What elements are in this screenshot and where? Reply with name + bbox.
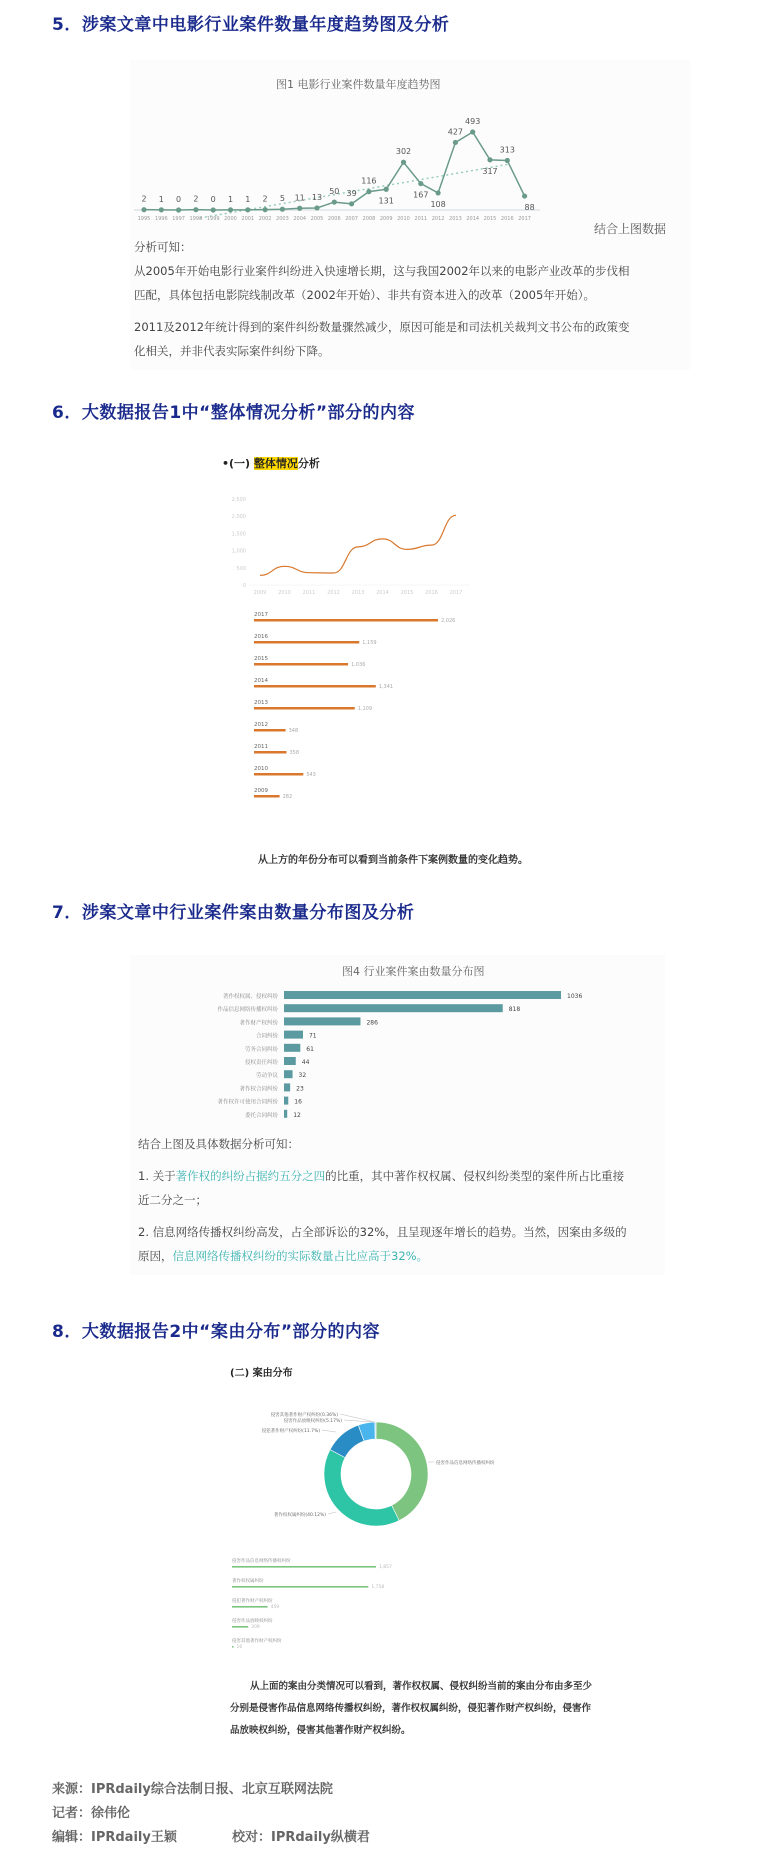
svg-text:116: 116 xyxy=(361,176,377,186)
svg-text:167: 167 xyxy=(413,190,429,200)
svg-text:侵害作品信息网络传播权纠纷: 侵害作品信息网络传播权纠纷 xyxy=(232,1559,291,1564)
svg-text:1,500: 1,500 xyxy=(231,531,246,538)
analysis-p2-line2: 化相关，并非代表实际案件纠纷下降。 xyxy=(134,344,330,358)
svg-text:16: 16 xyxy=(236,1645,243,1650)
analysis-label: 分析可知： xyxy=(134,240,192,254)
svg-text:282: 282 xyxy=(282,794,293,800)
svg-text:0: 0 xyxy=(176,195,182,204)
report-1-caption: 从上方的年份分布可以看到当前条件下案例数量的变化趋势。 xyxy=(258,855,528,866)
svg-text:2005: 2005 xyxy=(310,216,324,222)
svg-text:5: 5 xyxy=(279,194,285,204)
svg-text:2009: 2009 xyxy=(379,216,393,222)
svg-text:2011: 2011 xyxy=(254,744,268,750)
svg-text:459: 459 xyxy=(270,1605,280,1610)
svg-text:2009: 2009 xyxy=(253,590,267,596)
analysis-7-p2-line1: 2. 信息网络传播权纠纷高发，占全部诉讼的32%，且呈现逐年增长的趋势。当然，因案由多级的 xyxy=(138,1225,627,1239)
credit-reporter: 记者：徐伟伦 xyxy=(52,1806,131,1821)
svg-text:著作权权属纠纷(40.12%): 著作权权属纠纷(40.12%) xyxy=(273,1513,326,1518)
svg-text:2,000: 2,000 xyxy=(231,514,246,521)
svg-text:209: 209 xyxy=(251,1625,260,1630)
svg-text:劳动争议: 劳动争议 xyxy=(255,1073,278,1080)
svg-text:818: 818 xyxy=(508,1006,521,1014)
svg-text:侵害作品放映权纠纷: 侵害作品放映权纠纷 xyxy=(232,1619,273,1624)
svg-text:侵犯著作财产权纠纷: 侵犯著作财产权纠纷 xyxy=(232,1599,273,1604)
svg-text:2014: 2014 xyxy=(466,216,480,222)
svg-text:2010: 2010 xyxy=(278,590,291,596)
svg-text:著作财产权纠纷: 著作财产权纠纷 xyxy=(239,1020,278,1027)
svg-text:2006: 2006 xyxy=(327,216,341,222)
svg-text:2000: 2000 xyxy=(224,216,237,222)
credit-source: 来源：IPRdaily综合法制日报、北京互联网法院 xyxy=(52,1782,333,1797)
svg-text:358: 358 xyxy=(289,750,300,756)
svg-text:2007: 2007 xyxy=(345,216,358,222)
analysis-label-7: 结合上图及具体数据分析可知： xyxy=(138,1137,299,1151)
svg-text:1: 1 xyxy=(245,194,251,204)
figure-4-image xyxy=(130,955,665,1275)
svg-text:1,000: 1,000 xyxy=(231,548,246,555)
svg-text:2,500: 2,500 xyxy=(231,497,246,503)
svg-text:2015: 2015 xyxy=(254,656,268,662)
figure-4-title: 图4 行业案件案由数量分布图 xyxy=(342,965,485,978)
svg-text:2008: 2008 xyxy=(362,216,376,222)
svg-text:1,758: 1,758 xyxy=(371,1585,385,1590)
analysis-7-p2-line2: 原因，信息网络传播权纠纷的实际数量占比应高于32%。 xyxy=(138,1249,429,1263)
svg-text:313: 313 xyxy=(499,145,515,155)
svg-text:11: 11 xyxy=(294,193,305,203)
svg-text:1,341: 1,341 xyxy=(378,684,394,690)
svg-text:2012: 2012 xyxy=(431,216,445,222)
svg-text:2010: 2010 xyxy=(254,766,268,772)
analysis-p2-line1: 2011及2012年统计得到的案件纠纷数量骤然减少，原因可能是和司法机关裁判文书公布的政策变 xyxy=(134,320,630,334)
subheading-case-distribution: (二) 案由分布 xyxy=(230,1368,293,1379)
svg-text:39: 39 xyxy=(346,188,357,198)
analysis-p1-line1: 从2005年开始电影行业案件纠纷进入快速增长期，这与我国2002年以来的电影产业改革的步伐相 xyxy=(134,264,630,278)
svg-text:1: 1 xyxy=(227,194,234,204)
section-8-title: 8．大数据报告2中“案由分布”部分的内容 xyxy=(52,1322,381,1342)
figure-4-bar-chart xyxy=(130,985,665,1125)
svg-text:2015: 2015 xyxy=(483,216,497,222)
svg-text:2001: 2001 xyxy=(241,216,255,222)
svg-text:著作权权属、侵权纠纷: 著作权权属、侵权纠纷 xyxy=(222,994,278,1000)
analysis-7-p1-line1: 1. 关于著作权的纠纷占据约五分之四的比重，其中著作权权属、侵权纠纷类型的案件所占比重接 xyxy=(138,1169,625,1183)
svg-text:317: 317 xyxy=(482,166,498,176)
svg-text:88: 88 xyxy=(524,203,535,213)
svg-text:侵害作品信息网络传播权纠纷: 侵害作品信息网络传播权纠纷 xyxy=(436,1461,495,1466)
report-2-caption: 从上面的案由分类情况可以看到，著作权权属、侵权纠纷当前的案由分布由多至少 分别是侵害作品信息网络传播权纠纷，著作权权属纠纷，侵犯著作财产权纠纷，侵害作 品放映权纠纷，侵害其他著作财产权纠纷。 xyxy=(230,1681,593,1736)
svg-text:1,036: 1,036 xyxy=(351,662,366,668)
section-7-title: 7．涉案文章中行业案件案由数量分布图及分析 xyxy=(52,903,415,923)
svg-text:2017: 2017 xyxy=(518,216,531,222)
svg-text:16: 16 xyxy=(294,1098,302,1106)
section-5-title: 5．涉案文章中电影行业案件数量年度趋势图及分析 xyxy=(52,15,450,35)
svg-text:348: 348 xyxy=(288,728,299,734)
figure-1-title: 图1 电影行业案件数量年度趋势图 xyxy=(276,78,441,91)
analysis-p1-line2: 匹配，具体包括电影院线制改革（2002年开始）、非共有资本进入的改革（2005年开始）。 xyxy=(134,288,596,302)
svg-text:2016: 2016 xyxy=(425,590,438,596)
svg-text:2011: 2011 xyxy=(302,590,316,596)
svg-text:543: 543 xyxy=(306,772,316,778)
credit-editor: 编辑：IPRdaily王颖 xyxy=(52,1830,177,1845)
svg-text:1995: 1995 xyxy=(137,216,151,222)
svg-text:侵害其他著作财产权纠纷: 侵害其他著作财产权纠纷 xyxy=(232,1639,282,1644)
svg-text:1996: 1996 xyxy=(154,216,168,222)
svg-text:1,159: 1,159 xyxy=(362,640,377,646)
svg-text:2016: 2016 xyxy=(254,634,268,640)
svg-text:2013: 2013 xyxy=(449,216,462,222)
svg-text:1999: 1999 xyxy=(206,216,220,222)
svg-text:302: 302 xyxy=(395,147,412,157)
svg-text:1036: 1036 xyxy=(567,993,583,1000)
svg-text:0: 0 xyxy=(210,195,216,204)
svg-text:2002: 2002 xyxy=(258,216,272,222)
analysis-7-p1-line2: 近二分之一； xyxy=(138,1193,207,1207)
svg-text:2003: 2003 xyxy=(276,216,289,222)
svg-text:12: 12 xyxy=(293,1111,301,1119)
svg-text:作品信息网络传播权纠纷: 作品信息网络传播权纠纷 xyxy=(217,1007,278,1014)
svg-text:委托合同纠纷: 委托合同纠纷 xyxy=(244,1112,278,1119)
section-6-title: 6．大数据报告1中“整体情况分析”部分的内容 xyxy=(52,403,416,423)
svg-text:50: 50 xyxy=(329,187,340,197)
subheading-overall: •(一) 整体情况分析 xyxy=(222,457,320,470)
svg-text:0: 0 xyxy=(242,583,246,589)
svg-text:500: 500 xyxy=(236,565,246,572)
svg-text:131: 131 xyxy=(378,196,394,206)
svg-text:286: 286 xyxy=(366,1019,378,1027)
svg-text:61: 61 xyxy=(306,1045,314,1053)
credit-proofreader: 校对：IPRdaily纵横君 xyxy=(232,1830,370,1845)
figure-1-note: 结合上图数据 xyxy=(594,222,667,236)
svg-text:2: 2 xyxy=(193,194,199,204)
svg-text:2012: 2012 xyxy=(254,722,268,728)
svg-text:23: 23 xyxy=(296,1085,304,1093)
svg-text:2017: 2017 xyxy=(254,612,268,618)
svg-text:2009: 2009 xyxy=(254,788,268,794)
svg-text:著作权权属纠纷: 著作权权属纠纷 xyxy=(232,1579,264,1584)
svg-text:2016: 2016 xyxy=(500,216,514,222)
svg-text:1,109: 1,109 xyxy=(357,706,373,712)
svg-text:1,857: 1,857 xyxy=(379,1565,392,1570)
svg-text:493: 493 xyxy=(465,117,481,126)
svg-text:侵犯著作财产权纠纷(11.7%): 侵犯著作财产权纠纷(11.7%) xyxy=(261,1429,320,1434)
figure-1-image xyxy=(130,60,690,370)
highlighted-text: 整体情况 xyxy=(253,457,298,470)
svg-text:2010: 2010 xyxy=(397,216,410,222)
svg-text:2012: 2012 xyxy=(327,590,340,596)
svg-text:2014: 2014 xyxy=(376,590,389,596)
svg-text:108: 108 xyxy=(430,199,446,209)
svg-text:32: 32 xyxy=(298,1072,307,1080)
svg-text:2004: 2004 xyxy=(293,216,307,222)
svg-text:合同纠纷: 合同纠纷 xyxy=(255,1033,278,1040)
svg-text:劳务合同纠纷: 劳务合同纠纷 xyxy=(244,1046,278,1053)
svg-text:2: 2 xyxy=(262,194,268,204)
svg-text:2: 2 xyxy=(141,194,147,204)
svg-text:1997: 1997 xyxy=(172,216,185,222)
svg-text:侵害其他著作财产权纠纷(0.36%): 侵害其他著作财产权纠纷(0.36%) xyxy=(270,1413,338,1418)
svg-text:2011: 2011 xyxy=(414,216,428,222)
svg-text:1: 1 xyxy=(158,194,164,204)
svg-text:侵权责任纠纷: 侵权责任纠纷 xyxy=(244,1060,278,1066)
svg-text:著作权许可使用合同纠纷: 著作权许可使用合同纠纷 xyxy=(217,1099,278,1106)
yearly-distribution-bar-chart xyxy=(210,603,560,833)
svg-text:71: 71 xyxy=(308,1032,317,1040)
svg-text:427: 427 xyxy=(447,127,464,137)
report-1-image xyxy=(210,445,560,875)
svg-text:2017: 2017 xyxy=(449,590,463,596)
case-distribution-bar-chart xyxy=(220,1552,580,1672)
svg-text:1998: 1998 xyxy=(189,216,203,222)
svg-text:2,026: 2,026 xyxy=(441,618,456,624)
svg-text:2013: 2013 xyxy=(351,590,365,596)
svg-text:44: 44 xyxy=(301,1059,310,1066)
svg-text:2014: 2014 xyxy=(254,678,268,684)
svg-text:侵害作品放映权纠纷(5.17%): 侵害作品放映权纠纷(5.17%) xyxy=(283,1419,342,1424)
svg-text:2013: 2013 xyxy=(254,700,268,706)
svg-text:著作权合同纠纷: 著作权合同纠纷 xyxy=(239,1086,278,1093)
svg-text:2015: 2015 xyxy=(400,590,414,596)
svg-text:13: 13 xyxy=(311,192,323,202)
